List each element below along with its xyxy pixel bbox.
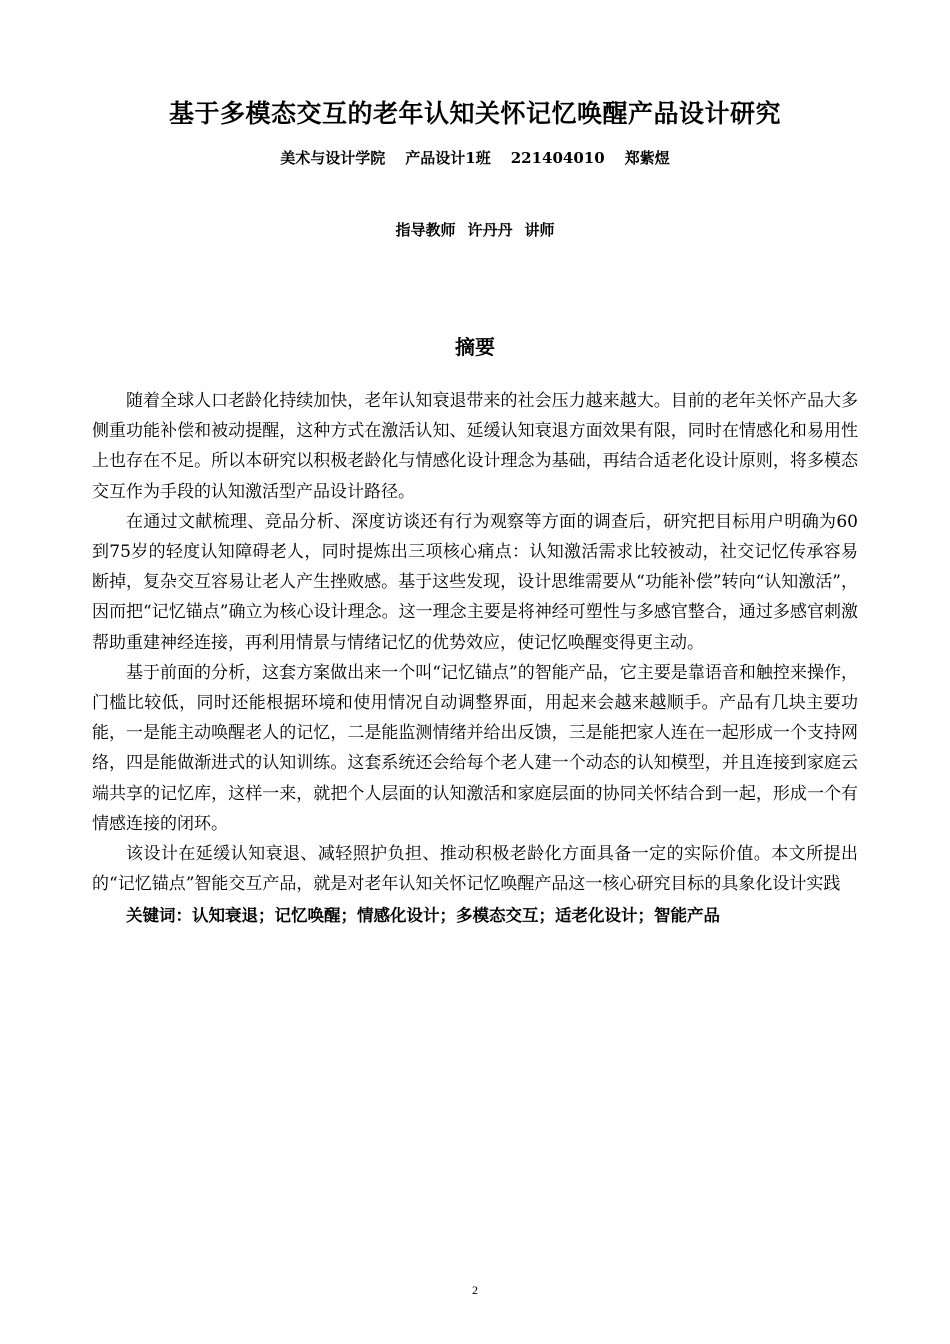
author-name: 郑紫煜 [624,149,670,167]
abstract-paragraph: 基于前面的分析，这套方案做出来一个叫“记忆锚点”的智能产品，它主要是靠语音和触控来操作，门槛比较低，同时还能根据环境和使用情况自动调整界面，用起来会越来越顺手。产品有几块主要功能，一是能主动唤醒老人的记忆，二是能监测情绪并给出反馈，三是能把家人连在一起形成一个支持网络，四是能做渐进式的认知训练。这套系统还会给每个老人建一个动态的认知模型，并且连接到家庭云端共享的记忆库，这样一来，就把个人层面的认知激活和家庭层面的协同关怀结合到一起，形成一个有情感连接的闭环。 [92,662,858,834]
advisor-label: 指导教师 [395,221,456,239]
keywords-line: 关键词：认知衰退；记忆唤醒；情感化设计；多模态交互；适老化设计；智能产品 [126,906,720,926]
class-name: 产品设计1班 [405,149,491,167]
advisor-name: 许丹丹 [467,221,513,239]
page-number: 2 [472,1283,478,1297]
author-info-line [0,146,950,170]
abstract-paragraph: 在通过文献梳理、竞品分析、深度访谈还有行为观察等方面的调查后，研究把目标用户明确为60到75岁的轻度认知障碍老人，同时提炼出三项核心痛点：认知激活需求比较被动，社交记忆传承容易断掉，复杂交互容易让老人产生挫败感。基于这些发现，设计思维需要从“功能补偿”转向“认知激活”，因而把“记忆锚点”确立为核心设计理念。这一理念主要是将神经可塑性与多感官整合，通过多感官刺激帮助重建神经连接，再利用情景与情绪记忆的优势效应，使记忆唤醒变得更主动。 [92,511,858,653]
abstract-paragraph: 随着全球人口老龄化持续加快，老年认知衰退带来的社会压力越来越大。目前的老年关怀产品大多侧重功能补偿和被动提醒，这种方式在激活认知、延缓认知衰退方面效果有限，同时在情感化和易用性上也存在不足。所以本研究以积极老龄化与情感化设计理念为基础，再结合适老化设计原则，将多模态交互作为手段的认知激活型产品设计路径。 [92,391,858,502]
advisor-rank: 讲师 [524,221,555,239]
paper-title: 基于多模态交互的老年认知关怀记忆唤醒产品设计研究 [168,99,781,128]
abstract-body [92,386,858,933]
advisor-line [0,218,950,242]
abstract-heading: 摘要 [455,335,495,359]
college-name: 美术与设计学院 [280,149,386,167]
abstract-paragraph: 该设计在延缓认知衰退、减轻照护负担、推动积极老龄化方面具备一定的实际价值。本文所提出的“记忆锚点”智能交互产品，就是对老年认知关怀记忆唤醒产品这一核心研究目标的具象化设计实践 [92,844,858,895]
student-id: 221404010 [510,149,605,167]
